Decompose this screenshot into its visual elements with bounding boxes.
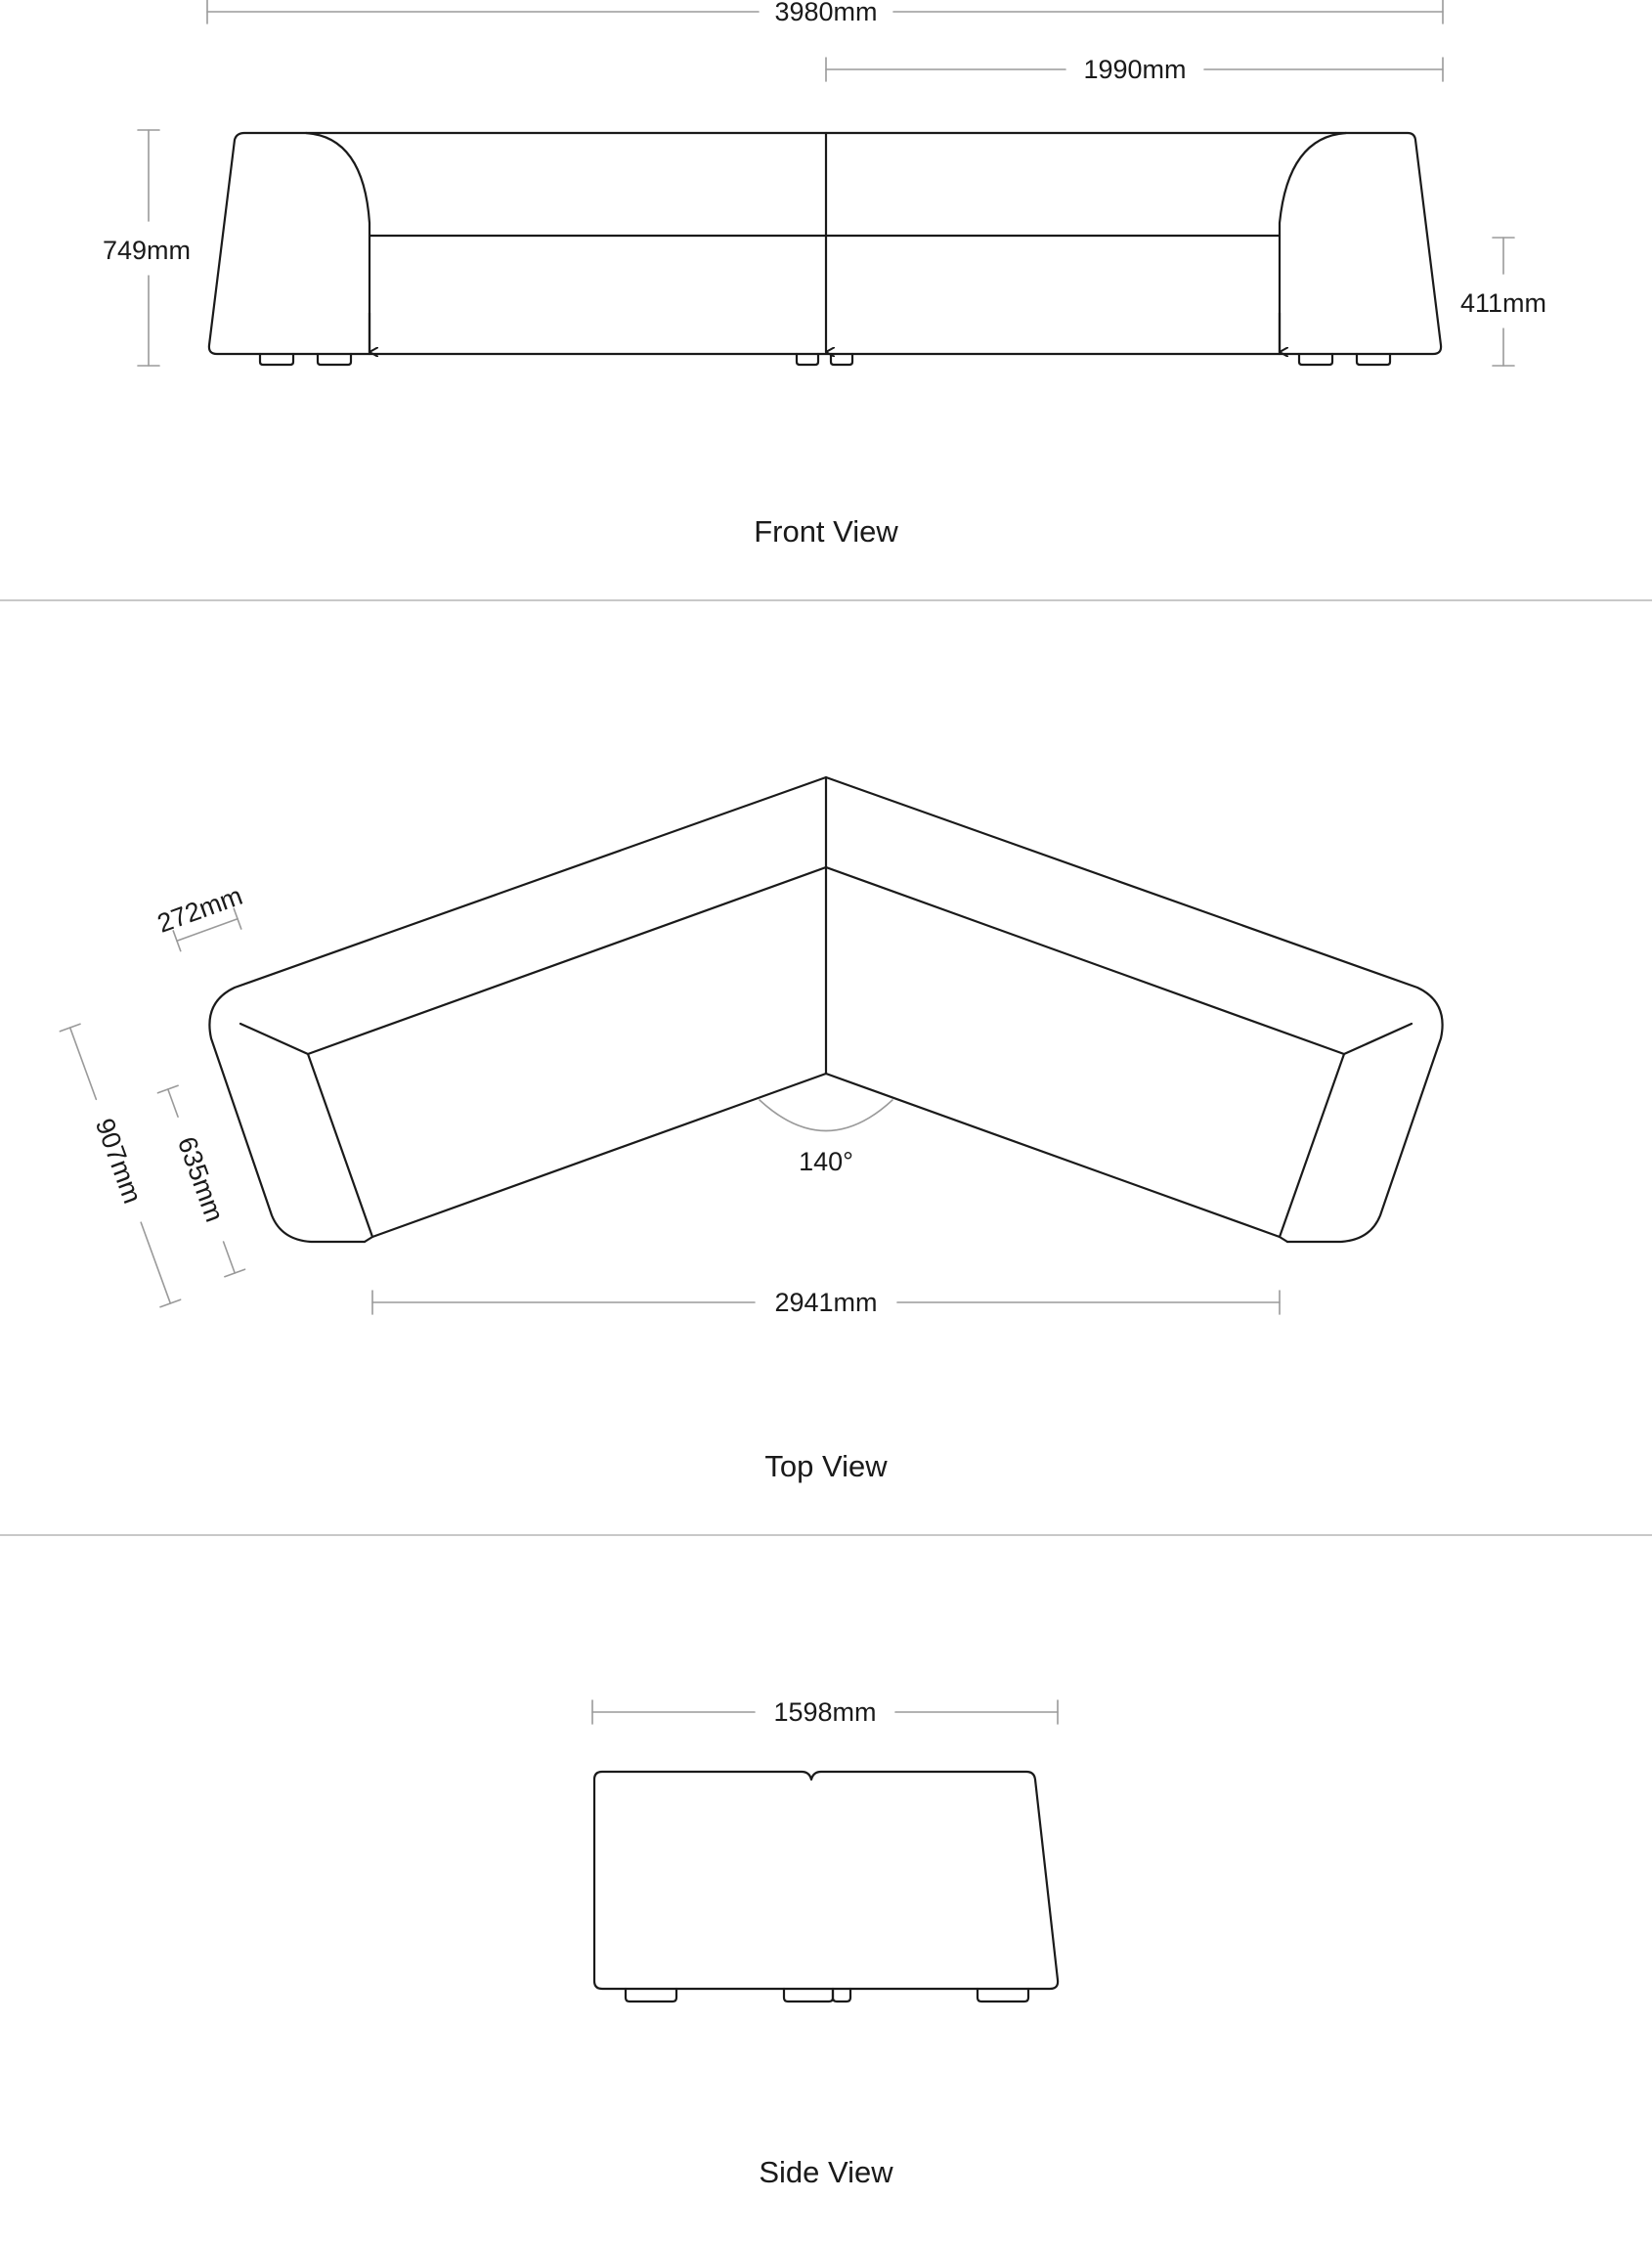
front-overall-height-label: 749mm xyxy=(102,236,192,265)
front-overall-width-dimension xyxy=(207,0,1443,26)
front-seat-height-dimension xyxy=(1460,238,1546,366)
top-seat-depth-dimension xyxy=(154,1084,249,1278)
top-seat-depth-label: 635mm xyxy=(171,1132,230,1226)
side-view xyxy=(592,1697,1058,2189)
side-sofa-outline xyxy=(594,1772,1058,1989)
side-sofa-feet xyxy=(626,1989,1028,2001)
front-view xyxy=(103,0,1546,549)
top-angle-arc xyxy=(760,1100,892,1131)
front-half-width-label: 1990mm xyxy=(1083,55,1187,84)
top-angle-label: 140° xyxy=(799,1147,853,1176)
top-overall-depth-dimension xyxy=(57,1023,185,1308)
front-half-width-dimension xyxy=(826,55,1443,84)
top-inner-width-label: 2941mm xyxy=(774,1288,878,1317)
side-depth-label: 1598mm xyxy=(773,1697,877,1727)
top-arm-width-label: 272mm xyxy=(153,880,246,939)
side-depth-dimension xyxy=(592,1697,1058,1727)
front-sofa-feet xyxy=(260,354,1390,365)
front-overall-width-label: 3980mm xyxy=(774,0,878,26)
side-view-caption: Side View xyxy=(759,2155,893,2189)
front-view-caption: Front View xyxy=(754,514,898,549)
front-seat-height-label: 411mm xyxy=(1459,288,1547,318)
top-view-caption: Top View xyxy=(764,1449,888,1483)
top-view xyxy=(57,777,1443,1483)
top-overall-depth-label: 907mm xyxy=(89,1114,148,1208)
front-overall-height-dimension xyxy=(103,130,191,366)
top-inner-width-dimension xyxy=(372,1288,1280,1317)
top-arm-width-dimension xyxy=(153,881,252,955)
front-sofa-outline xyxy=(209,133,1441,354)
